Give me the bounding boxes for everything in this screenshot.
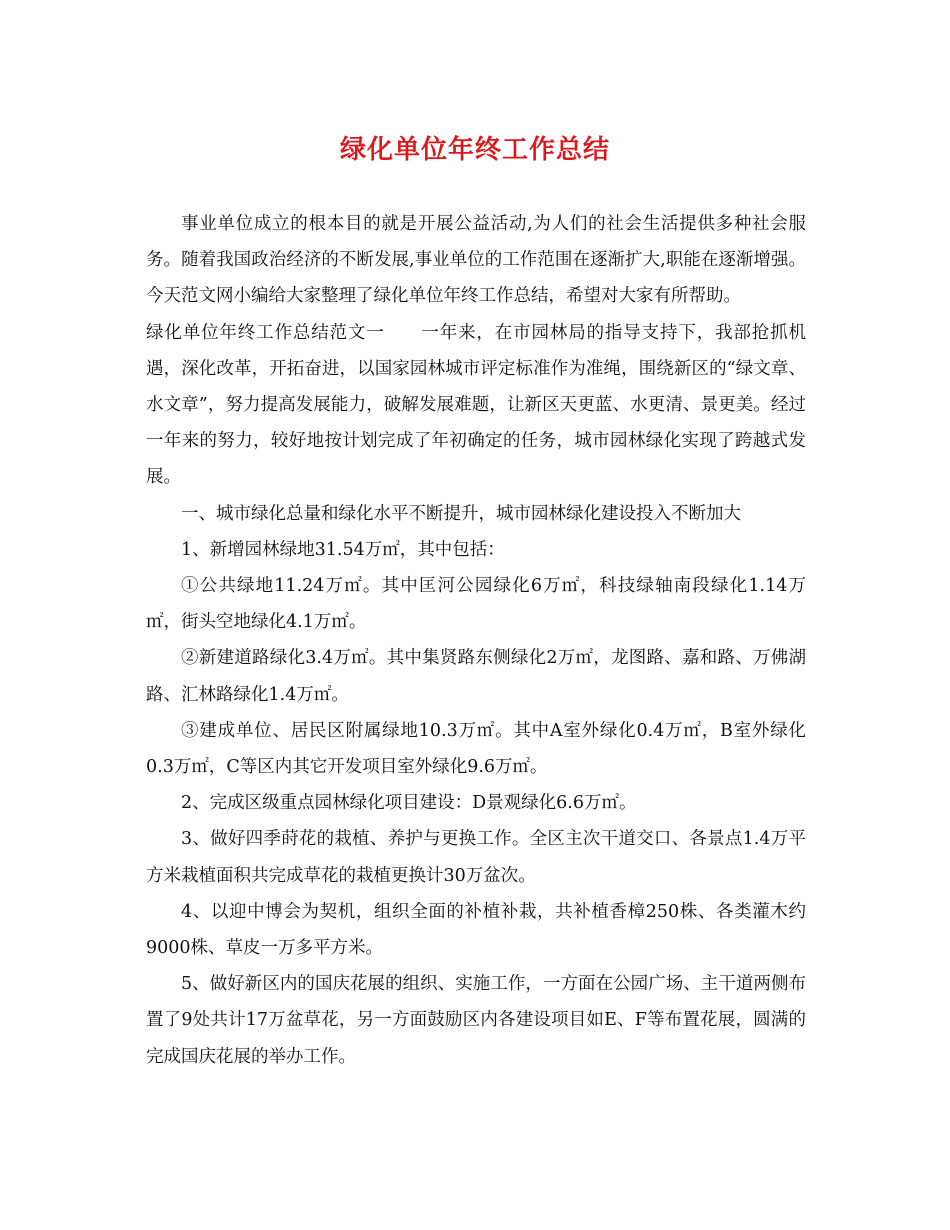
- document-title: 绿化单位年终工作总结: [339, 135, 610, 165]
- paragraph-item-1: 1、新增园林绿地31.54万㎡，其中包括：: [181, 539, 505, 560]
- paragraph-subitem-3: ③建成单位、居民区附属绿地10.3万㎡。其中A室外绿化0.4万㎡，B室外绿化0.3万㎡，C等区内其它开发项目室外绿化9.6万㎡。: [146, 720, 806, 778]
- document-body: [146, 206, 806, 1075]
- paragraph-sample-one: 绿化单位年终工作总结范文一 一年来，在市园林局的指导支持下，我部抢抓机遇，深化改革，开拓奋进，以国家园林城市评定标准作为准绳，围绕新区的“绿文章、水文章”，努力提高发展能力，破解发展难题，让新区天更蓝、水更清、景更美。经过一年来的努力，较好地按计划完成了年初确定的任务，城市园林绿化实现了跨越式发展。: [146, 322, 806, 488]
- paragraph-item-3: 3、做好四季莳花的栽植、养护与更换工作。全区主次干道交口、各景点1.4万平方米栽植面积共完成草花的栽植更换计30万盆次。: [146, 829, 806, 886]
- paragraph-subitem-2: ②新建道路绿化3.4万㎡。其中集贤路东侧绿化2万㎡，龙图路、嘉和路、万佛湖路、汇林路绿化1.4万㎡。: [146, 648, 806, 705]
- paragraph-item-5: 5、做好新区内的国庆花展的组织、实施工作，一方面在公园广场、主干道两侧布置了9处共计17万盆草花，另一方面鼓励区内各建设项目如E、F等布置花展，圆满的完成国庆花展的举办工作。: [146, 974, 806, 1067]
- paragraph-intro: 事业单位成立的根本目的就是开展公益活动,为人们的社会生活提供多种社会服务。随着我国政治经济的不断发展,事业单位的工作范围在逐渐扩大,职能在逐渐增强。今天范文网小编给大家整理了绿化单位年终工作总结，希望对大家有所帮助。: [146, 214, 806, 307]
- paragraph-item-4: 4、以迎中博会为契机，组织全面的补植补栽，共补植香樟250株、各类灌木约9000株、草皮一万多平方米。: [146, 901, 806, 959]
- paragraph-subitem-1: ①公共绿地11.24万㎡。其中匡河公园绿化6万㎡，科技绿轴南段绿化1.14万㎡，街头空地绿化4.1万㎡。: [146, 576, 806, 633]
- paragraph-section-one-heading: 一、城市绿化总量和绿化水平不断提升，城市园林绿化建设投入不断加大: [181, 503, 741, 524]
- paragraph-item-2: 2、完成区级重点园林绿化项目建设：D景观绿化6.6万㎡。: [181, 793, 637, 814]
